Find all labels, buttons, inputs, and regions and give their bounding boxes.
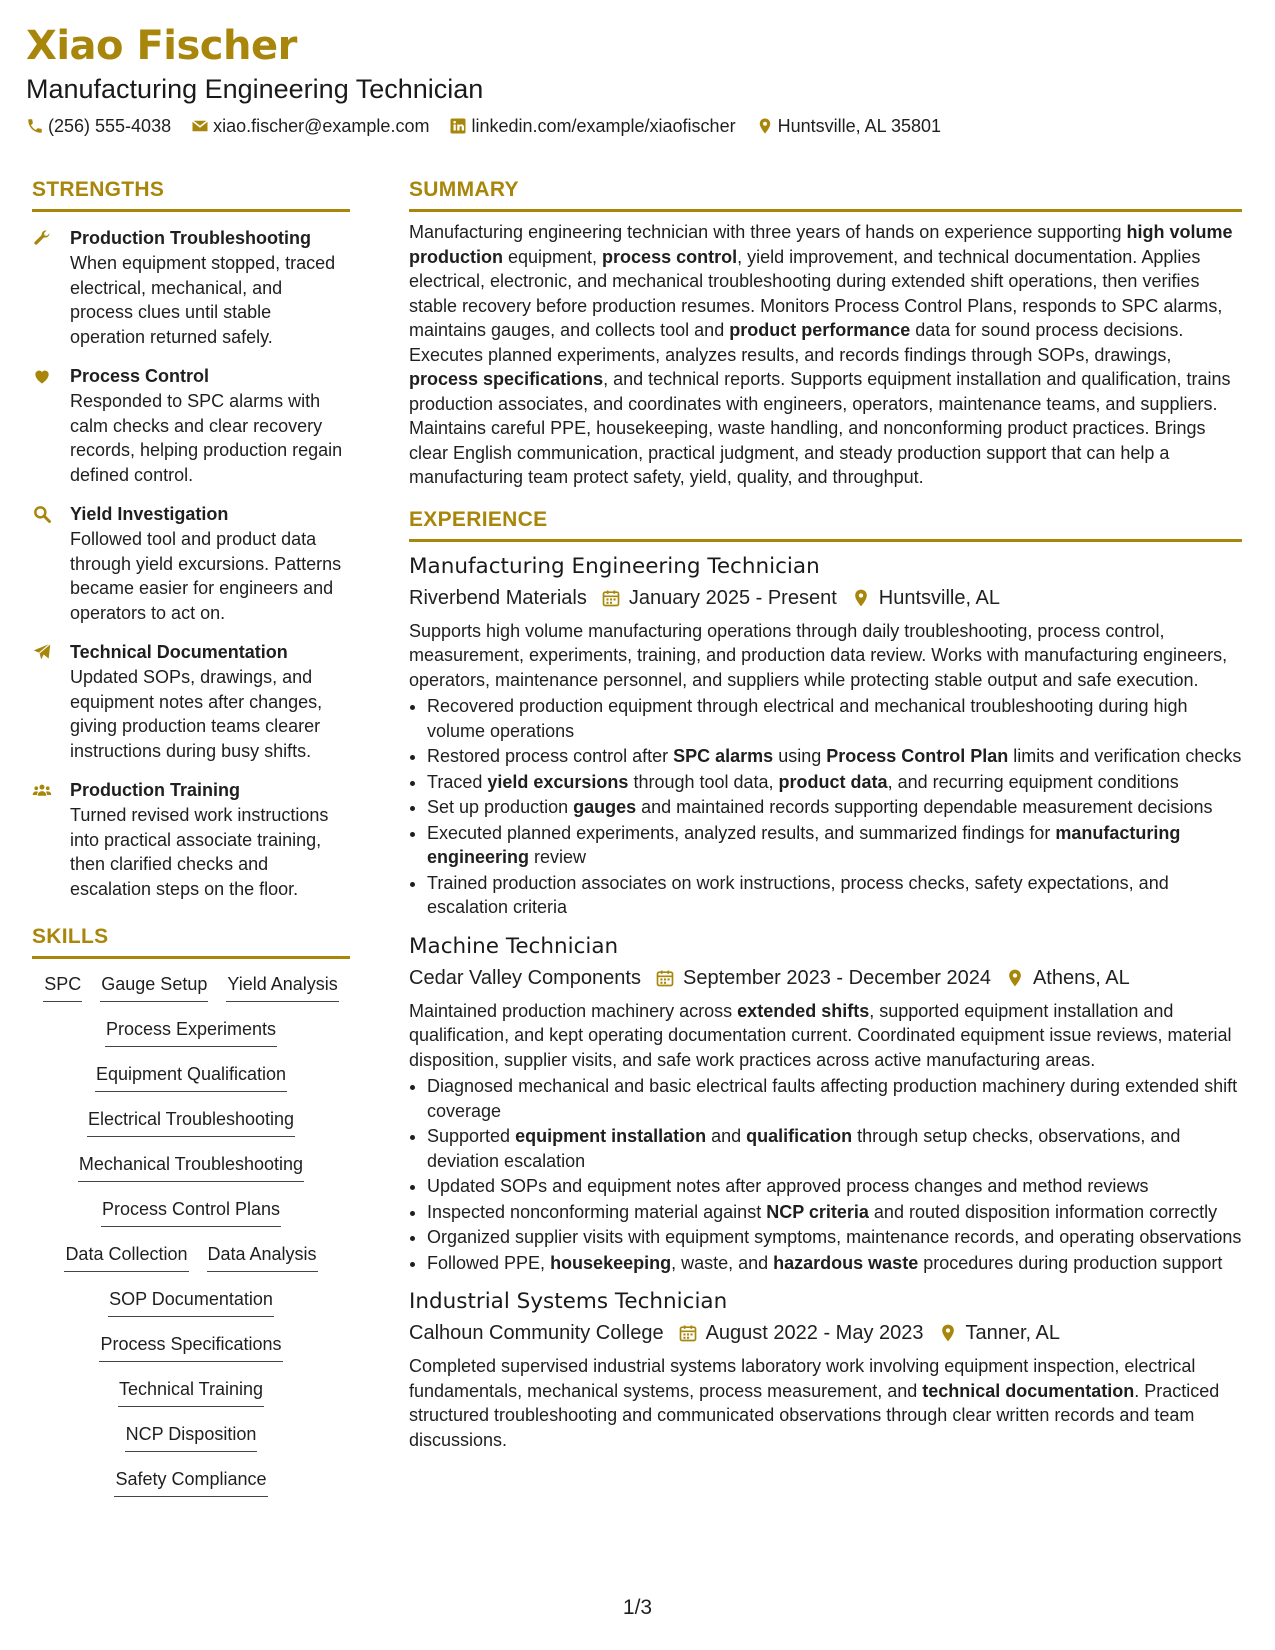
phone-text: (256) 555-4038: [48, 116, 172, 136]
strengths-list: [32, 226, 350, 901]
experience-section: [409, 506, 1242, 1453]
skill-tag: Equipment Qualification: [95, 1061, 287, 1092]
job-title: Industrial Systems Technician: [409, 1289, 728, 1314]
skill-row: [32, 1286, 350, 1331]
skill-tag: Gauge Setup: [100, 971, 208, 1002]
job-bullet: • Executed planned experiments, analyzed results, and summarized findings for manufacturing engineering review: [427, 821, 1242, 870]
job-description: Maintained production machinery across extended shifts, supported equipment installation and qualification, and kept operating documentation current. Coordinated equipment issue reviews, material disposition, supplier visits, and safe work practices across active manufacturing areas.: [409, 1000, 1232, 1070]
job-entry: [409, 1287, 1242, 1452]
strength-title: Process Control: [70, 366, 210, 386]
skill-tag: Data Analysis: [207, 1241, 318, 1272]
strengths-section: [32, 176, 350, 901]
job-meta: [409, 1318, 1242, 1348]
skills-section: [32, 923, 350, 1511]
strength-desc: Turned revised work instructions into practical associate training, then clarified checks and escalation steps on the floor.: [70, 805, 329, 899]
skill-tag: Process Specifications: [99, 1331, 282, 1362]
email-text[interactable]: xiao.fischer@example.com: [213, 116, 430, 136]
job-meta: [409, 583, 1242, 613]
job-bullet: • Followed PPE, housekeeping, waste, and hazardous waste procedures during production support: [427, 1251, 1242, 1276]
strength-desc: Updated SOPs, drawings, and equipment notes after changes, giving production teams clearer instructions during busy shifts.: [70, 667, 323, 761]
job-bullets: [409, 694, 1242, 920]
contact-phone: [26, 114, 171, 138]
job-description: Completed supervised industrial systems laboratory work involving equipment inspection, electrical fundamentals, mechanical systems, process measurement, and technical documentation. Practiced structured troubleshooting and communicated observations through clear written records and team discussions.: [409, 1356, 1220, 1450]
skill-row: [32, 971, 350, 1016]
skills-heading: SKILLS: [32, 925, 109, 948]
map-pin-icon: [756, 117, 774, 135]
job-entry: [409, 932, 1242, 1276]
strength-desc: When equipment stopped, traced electrical, mechanical, and process clues until stable operation returned safely.: [70, 253, 336, 347]
skills-list: [32, 971, 350, 1511]
skill-tag: Electrical Troubleshooting: [87, 1106, 295, 1137]
skill-row: [32, 1106, 350, 1151]
wrench-icon: [32, 226, 70, 349]
page-number: 1/3: [622, 1596, 653, 1619]
skill-tag: SPC: [43, 971, 82, 1002]
strength-title: Production Troubleshooting: [70, 228, 311, 248]
left-column: [32, 176, 350, 1511]
job-bullet: • Restored process control after SPC alarms using Process Control Plan limits and verification checks: [427, 744, 1242, 769]
skill-row: [32, 1376, 350, 1421]
paper-plane-icon: [32, 640, 70, 763]
contact-linkedin[interactable]: [449, 114, 735, 138]
resume-header: [26, 20, 941, 138]
skill-tag: SOP Documentation: [108, 1286, 274, 1317]
skill-row: [32, 1466, 350, 1511]
strength-title: Production Training: [70, 780, 240, 800]
skill-row: [32, 1151, 350, 1196]
job-bullet: • Traced yield excursions through tool data, product data, and recurring equipment conditions: [427, 770, 1242, 795]
skill-tag: Mechanical Troubleshooting: [78, 1151, 304, 1182]
job-title: Manufacturing Engineering Technician: [409, 553, 820, 579]
job-bullet: • Organized supplier visits with equipment symptoms, maintenance records, and operating observations: [427, 1225, 1242, 1250]
strength-item: [32, 364, 350, 487]
skill-row: [32, 1196, 350, 1241]
strength-desc: Followed tool and product data through yield excursions. Patterns became easier for engineers and operators to act on.: [70, 529, 342, 623]
summary-text: Manufacturing engineering technician with three years of hands on experience supporting high volume production equipment, process control, yield improvement, and technical documentation. Applies electrical, electronic, and mechanical troubleshooting during extended shift operations, then verifies stable recovery before production resumes. Monitors Process Control Plans, responds to SPC alarms, maintains gauges, and collects tool and product performance data for sound process decisions. Executes planned experiments, analyzes results, and records findings through SOPs, drawings, process specifications, and technical reports. Supports equipment installation and qualification, trains production associates, and coordinates with engineers, operators, maintenance teams, and suppliers. Maintains careful PPE, housekeeping, waste handling, and nonconforming product practices. Brings clear English communication, practical judgment, and steady production support that can help a manufacturing team protect safety, yield, quality, and throughput.: [409, 222, 1233, 487]
contact-bar: [26, 114, 941, 138]
experience-heading: EXPERIENCE: [409, 507, 548, 531]
calendar-icon: [601, 588, 621, 608]
job-company: Calhoun Community College: [409, 1322, 664, 1344]
skill-tag: Technical Training: [118, 1376, 264, 1407]
skills-divider: [32, 956, 350, 959]
linkedin-text[interactable]: linkedin.com/example/xiaofischer: [471, 116, 736, 136]
job-location: Huntsville, AL: [878, 586, 1000, 609]
job-bullet: • Trained production associates on work instructions, process checks, safety expectations, and escalation criteria: [427, 871, 1242, 920]
right-column: [409, 176, 1242, 1452]
skill-row: [32, 1061, 350, 1106]
job-company: Riverbend Materials: [409, 586, 587, 609]
job-meta: [409, 963, 1242, 993]
strength-item: [32, 640, 350, 763]
summary-section: [409, 176, 1242, 490]
job-title: Machine Technician: [409, 933, 619, 959]
job-dates: September 2023 - December 2024: [682, 966, 991, 989]
calendar-icon: [678, 1323, 698, 1343]
map-pin-icon: [851, 588, 871, 608]
job-description: Supports high volume manufacturing operations through daily troubleshooting, process control, measurement, experiments, training, and production data review. Works with manufacturing engineers, operators, maintenance personnel, and suppliers while protecting stable output and safe execution.: [409, 620, 1228, 690]
job-bullet: • Recovered production equipment through electrical and mechanical troubleshooting during high volume operations: [427, 694, 1242, 743]
summary-divider: [409, 209, 1242, 212]
candidate-name: Xiao Fischer: [26, 23, 297, 69]
job-company: Cedar Valley Components: [409, 966, 641, 989]
calendar-icon: [655, 968, 675, 988]
location-text: Huntsville, AL 35801: [777, 116, 942, 136]
candidate-title: Manufacturing Engineering Technician: [26, 74, 484, 104]
job-dates: January 2025 - Present: [628, 586, 837, 609]
envelope-icon: [191, 117, 209, 135]
strength-item: [32, 778, 350, 901]
jobs-list: [409, 552, 1242, 1453]
linkedin-icon: [449, 117, 467, 135]
search-icon: [32, 502, 70, 625]
strength-item: [32, 226, 350, 349]
skill-tag: Process Control Plans: [101, 1196, 281, 1227]
job-bullets: [409, 1074, 1242, 1275]
skill-row: [32, 1016, 350, 1061]
strength-item: [32, 502, 350, 625]
job-location: Tanner, AL: [965, 1322, 1061, 1344]
skill-tag: Data Collection: [64, 1241, 188, 1272]
phone-icon: [26, 117, 44, 135]
skill-tag: NCP Disposition: [125, 1421, 258, 1452]
skill-tag: Yield Analysis: [226, 971, 338, 1002]
job-bullet: • Inspected nonconforming material against NCP criteria and routed disposition information correctly: [427, 1200, 1242, 1225]
contact-email[interactable]: [191, 114, 429, 138]
job-bullet: • Updated SOPs and equipment notes after approved process changes and method reviews: [427, 1174, 1242, 1199]
job-dates: August 2022 - May 2023: [705, 1322, 924, 1344]
skill-row: [32, 1241, 350, 1286]
skill-row: [32, 1421, 350, 1466]
strengths-heading: STRENGTHS: [32, 178, 165, 201]
map-pin-icon: [1005, 968, 1025, 988]
strengths-divider: [32, 209, 350, 212]
skill-tag: Process Experiments: [105, 1016, 277, 1047]
experience-divider: [409, 539, 1242, 542]
users-icon: [32, 778, 70, 901]
skill-row: [32, 1331, 350, 1376]
map-pin-icon: [938, 1323, 958, 1343]
job-entry: [409, 552, 1242, 920]
job-bullet: • Diagnosed mechanical and basic electrical faults affecting production machinery during extended shift coverage: [427, 1074, 1242, 1123]
job-bullet: • Supported equipment installation and qualification through setup checks, observations, and deviation escalation: [427, 1124, 1242, 1173]
contact-location: [756, 114, 941, 138]
heart-icon: [32, 364, 70, 487]
job-bullet: • Set up production gauges and maintained records supporting dependable measurement decisions: [427, 795, 1242, 820]
strength-title: Yield Investigation: [70, 504, 229, 524]
strength-title: Technical Documentation: [70, 642, 288, 662]
job-location: Athens, AL: [1032, 966, 1130, 989]
skill-tag: Safety Compliance: [114, 1466, 267, 1497]
summary-heading: SUMMARY: [409, 178, 519, 201]
strength-desc: Responded to SPC alarms with calm checks and clear recovery records, helping production regain defined control.: [70, 391, 343, 485]
